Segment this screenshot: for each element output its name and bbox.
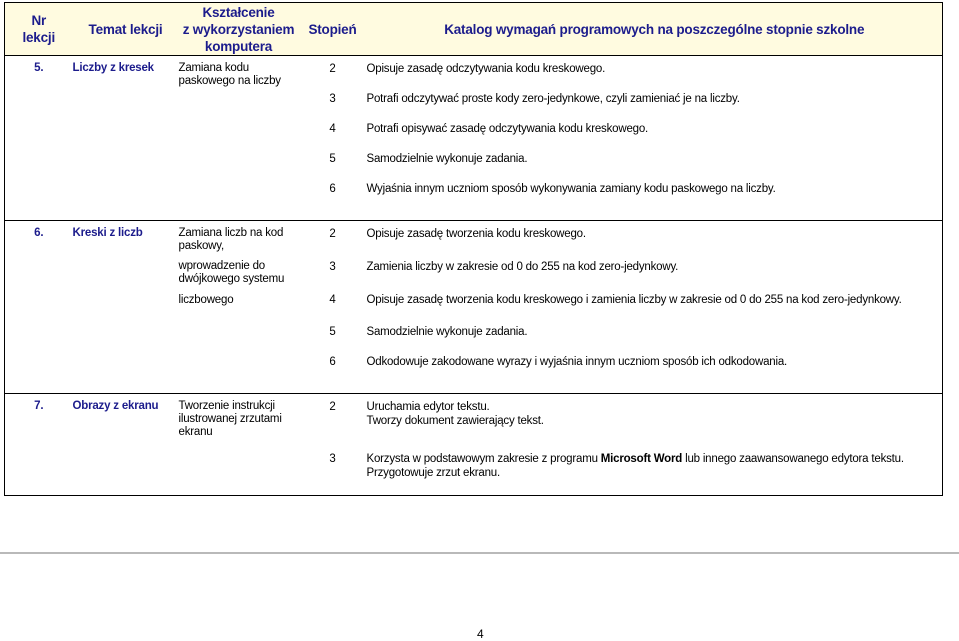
requirement-text: Przygotowuje zrzut ekranu.	[366, 467, 501, 479]
education-line: paskowy,	[178, 240, 224, 252]
header-education-line1: Kształcenie	[202, 4, 275, 20]
education-line: dwójkowego systemu	[178, 273, 285, 285]
requirement-text: Samodzielnie wykonuje zadania.	[366, 153, 528, 165]
footer-divider	[0, 552, 959, 554]
requirement-text	[367, 452, 943, 466]
lesson-levels	[299, 394, 367, 496]
education-line: Tworzenie instrukcji	[178, 400, 275, 412]
lesson-education	[179, 221, 299, 394]
requirement-text: Potrafi opisywać zasadę odczytywania kodu kreskowego.	[366, 123, 649, 135]
education-line: wprowadzenie do	[178, 260, 266, 272]
level-number: 3	[329, 453, 336, 465]
requirement-block	[367, 452, 943, 495]
lesson-education	[179, 394, 299, 496]
lesson-requirements	[367, 394, 943, 496]
lesson-levels	[299, 221, 367, 394]
requirement-text: Samodzielnie wykonuje zadania.	[366, 326, 528, 338]
education-line: paskowego na liczby	[178, 75, 281, 87]
level-number: 4	[329, 294, 336, 306]
requirement-text-part: Korzysta w podstawowym zakresie z programu	[366, 453, 601, 465]
lesson-topic: Liczby z kresek	[73, 56, 179, 221]
level-number: 3	[329, 93, 336, 105]
table-row	[5, 56, 943, 221]
table-row	[5, 221, 943, 394]
requirement-text: Tworzy dokument zawierający tekst.	[366, 415, 544, 427]
level-number: 5	[329, 153, 336, 165]
requirement-text: Zamienia liczby w zakresie od 0 do 255 na kod zero-jedynkowy.	[366, 261, 679, 273]
header-education-line3: komputera	[204, 38, 273, 54]
table-row	[5, 394, 943, 496]
education-line: Zamiana kodu	[178, 62, 249, 74]
lesson-education	[179, 56, 299, 221]
lesson-table	[4, 2, 943, 496]
level-number: 2	[329, 401, 336, 413]
level-number: 4	[329, 123, 336, 135]
education-line: Zamiana liczb na kod	[178, 227, 284, 239]
header-education	[179, 3, 299, 56]
requirement-text: Potrafi odczytywać proste kody zero-jedynkowe, czyli zamieniać je na liczby.	[366, 93, 740, 105]
lesson-requirements	[367, 56, 943, 221]
level-number: 5	[329, 326, 336, 338]
level-number: 2	[329, 63, 336, 75]
lesson-topic: Obrazy z ekranu	[73, 394, 179, 496]
requirement-text-part: lub innego zaawansowanego edytora tekstu.	[682, 453, 904, 465]
lesson-requirements	[367, 221, 943, 394]
requirement-text: Odkodowuje zakodowane wyrazy i wyjaśnia innym uczniom sposób ich odkodowania.	[366, 356, 788, 368]
lesson-nr: 6.	[5, 221, 73, 394]
lesson-nr: 7.	[5, 394, 73, 496]
table-header-row	[5, 3, 943, 56]
header-nr	[5, 3, 73, 56]
header-nr-line2: lekcji	[22, 30, 56, 45]
header-education-line2: z wykorzystaniem	[182, 21, 295, 37]
lesson-nr: 5.	[5, 56, 73, 221]
requirement-block	[367, 400, 943, 452]
lesson-levels	[299, 56, 367, 221]
requirement-text: Opisuje zasadę odczytywania kodu kreskowego.	[366, 63, 606, 75]
level-number: 3	[329, 261, 336, 273]
level-number: 6	[329, 356, 336, 368]
header-nr-line1: Nr	[31, 13, 47, 28]
level-number: 2	[329, 228, 336, 240]
requirement-text: Opisuje zasadę tworzenia kodu kreskowego.	[366, 228, 586, 240]
lesson-topic: Kreski z liczb	[73, 221, 179, 394]
level-number: 6	[329, 183, 336, 195]
header-level: Stopień	[299, 3, 367, 56]
education-line: ilustrowanej zrzutami	[178, 413, 282, 425]
education-line: liczbowego	[178, 294, 234, 306]
header-topic: Temat lekcji	[73, 3, 179, 56]
requirement-text: Wyjaśnia innym uczniom sposób wykonywania zamiany kodu paskowego na liczby.	[366, 183, 776, 195]
requirement-text: Uruchamia edytor tekstu.	[366, 401, 490, 413]
software-name: Microsoft Word	[600, 453, 683, 465]
page-number: 4	[477, 627, 484, 641]
header-catalog: Katalog wymagań programowych na poszczególne stopnie szkolne	[367, 3, 943, 56]
requirement-text: Opisuje zasadę tworzenia kodu kreskowego i zamienia liczby w zakresie od 0 do 255 na kod zero-jedynkowy.	[366, 294, 902, 306]
education-line: ekranu	[178, 426, 213, 438]
